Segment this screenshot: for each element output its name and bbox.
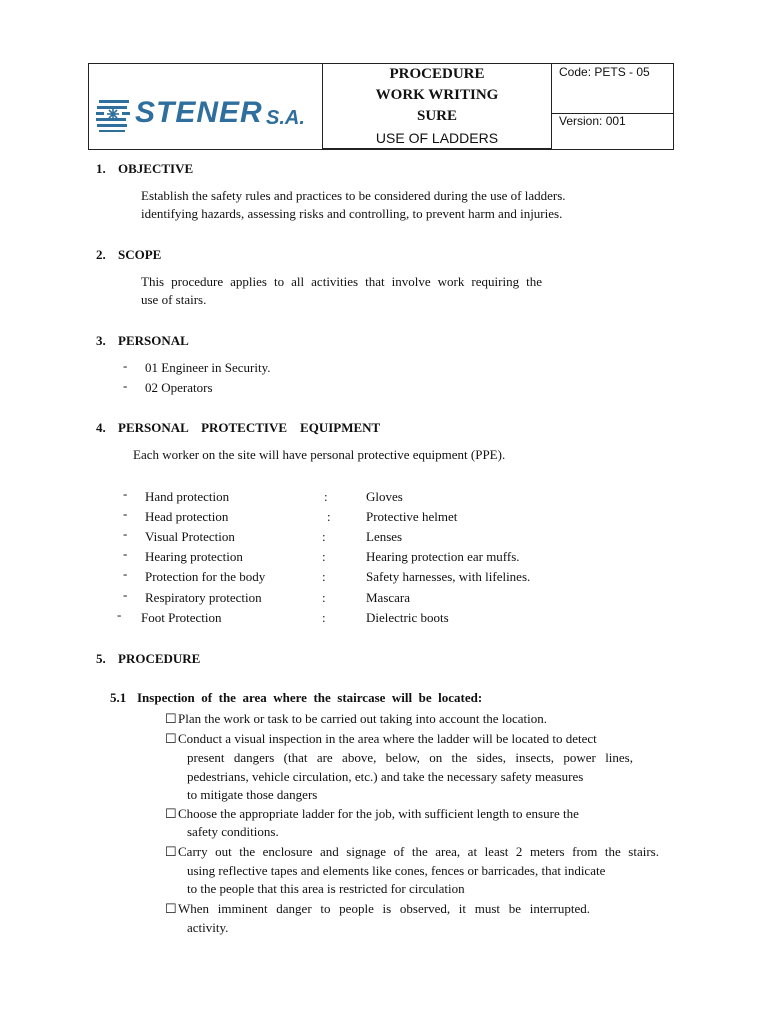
checkbox-bullet-icon: ☐ bbox=[165, 731, 177, 746]
section-title-personal: PERSONAL bbox=[118, 333, 189, 348]
meta-cell bbox=[551, 64, 673, 149]
list-bullet: - bbox=[123, 546, 128, 561]
section-number: 1. bbox=[96, 161, 106, 176]
title-cell bbox=[323, 64, 551, 149]
version-cell bbox=[552, 114, 673, 149]
section-number: 4. bbox=[96, 420, 106, 435]
personnel-item: 01 Engineer in Security. bbox=[145, 360, 271, 375]
logo-suffix: S.A. bbox=[266, 107, 305, 129]
ppe-value: Safety harnesses, with lifelines. bbox=[366, 569, 531, 584]
list-bullet: - bbox=[123, 526, 128, 541]
doc-title-line-3: SURE bbox=[416, 108, 457, 124]
ppe-value: Mascara bbox=[366, 590, 411, 605]
ppe-intro: Each worker on the site will have personal protective equipment (PPE). bbox=[133, 447, 506, 462]
subsection-number: 5.1 bbox=[110, 690, 127, 705]
doc-version: Version: 001 bbox=[559, 114, 626, 128]
subsection-title: Inspection of the area where the staircase will be located: bbox=[137, 690, 483, 705]
ppe-label: Protection for the body bbox=[145, 569, 266, 584]
ppe-label: Head protection bbox=[145, 509, 229, 524]
ppe-value: Lenses bbox=[366, 529, 403, 544]
procedure-step-line: activity. bbox=[187, 920, 229, 935]
list-bullet: - bbox=[123, 506, 128, 521]
ppe-label: Hearing protection bbox=[145, 549, 243, 564]
objective-line: Establish the safety rules and practices to be considered during the use of ladders. bbox=[141, 188, 566, 203]
doc-code: Code: PETS - 05 bbox=[559, 65, 650, 79]
procedure-step-line: Carry out the enclosure and signage of the area, at least 2 meters from the stairs. bbox=[178, 844, 659, 859]
ppe-separator: : bbox=[322, 549, 326, 564]
ppe-value: Protective helmet bbox=[366, 509, 458, 524]
procedure-step-line: to the people that this area is restricted for circulation bbox=[187, 881, 465, 896]
section-number: 3. bbox=[96, 333, 106, 348]
ppe-separator: : bbox=[322, 610, 326, 625]
code-cell bbox=[552, 64, 673, 114]
procedure-step-line: to mitigate those dangers bbox=[187, 787, 318, 802]
ppe-separator: : bbox=[322, 569, 326, 584]
section-title-scope: SCOPE bbox=[118, 247, 162, 262]
ppe-value: Hearing protection ear muffs. bbox=[366, 549, 520, 564]
checkbox-bullet-icon: ☐ bbox=[165, 711, 177, 726]
list-bullet: - bbox=[117, 607, 122, 622]
ppe-value: Gloves bbox=[366, 489, 403, 504]
ppe-separator: : bbox=[324, 489, 328, 504]
ppe-separator: : bbox=[322, 529, 326, 544]
list-bullet: - bbox=[123, 486, 128, 501]
checkbox-bullet-icon: ☐ bbox=[165, 806, 177, 821]
scope-line: use of stairs. bbox=[141, 292, 207, 307]
procedure-step-line: safety conditions. bbox=[187, 824, 279, 839]
ppe-separator: : bbox=[322, 590, 326, 605]
procedure-step-line: using reflective tapes and elements like cones, fences or barricades, that indicate bbox=[187, 863, 606, 878]
list-bullet: - bbox=[123, 566, 128, 581]
list-bullet: - bbox=[123, 378, 128, 393]
procedure-step-line: present dangers (that are above, below, on the sides, insects, power lines, bbox=[187, 750, 633, 765]
ppe-value: Dielectric boots bbox=[366, 610, 449, 625]
doc-subtitle: USE OF LADDERS bbox=[375, 130, 499, 146]
section-number: 2. bbox=[96, 247, 106, 262]
doc-title-line-2: WORK WRITING bbox=[375, 87, 499, 103]
procedure-step-line: Plan the work or task to be carried out taking into account the location. bbox=[178, 711, 547, 726]
personnel-item: 02 Operators bbox=[145, 380, 213, 395]
procedure-step-line: Conduct a visual inspection in the area where the ladder will be located to detect bbox=[178, 731, 597, 746]
ppe-separator: : bbox=[327, 509, 331, 524]
list-bullet: - bbox=[123, 587, 128, 602]
document-header bbox=[88, 63, 674, 150]
list-bullet: - bbox=[123, 358, 128, 373]
procedure-step-line: pedestrians, vehicle circulation, etc.) and take the necessary safety measures bbox=[187, 769, 584, 784]
procedure-step-line: When imminent danger to people is observed, it must be interrupted. bbox=[178, 901, 590, 916]
stener-logo-icon bbox=[95, 97, 131, 133]
checkbox-bullet-icon: ☐ bbox=[165, 901, 177, 916]
scope-line: This procedure applies to all activities that involve work requiring the bbox=[141, 274, 542, 289]
section-title-objective: OBJECTIVE bbox=[118, 161, 194, 176]
ppe-label: Hand protection bbox=[145, 489, 230, 504]
objective-line: identifying hazards, assessing risks and controlling, to prevent harm and injuries. bbox=[141, 206, 563, 221]
section-title-ppe: PERSONAL PROTECTIVE EQUIPMENT bbox=[118, 420, 381, 435]
doc-title-line-1: PROCEDURE bbox=[389, 66, 485, 82]
logo-wordmark: STENER bbox=[135, 96, 263, 129]
ppe-label: Respiratory protection bbox=[145, 590, 262, 605]
procedure-step-line: Choose the appropriate ladder for the job, with sufficient length to ensure the bbox=[178, 806, 579, 821]
ppe-label: Foot Protection bbox=[141, 610, 222, 625]
logo-cell bbox=[89, 64, 323, 149]
checkbox-bullet-icon: ☐ bbox=[165, 844, 177, 859]
section-number: 5. bbox=[96, 651, 106, 666]
ppe-label: Visual Protection bbox=[145, 529, 235, 544]
section-title-procedure: PROCEDURE bbox=[118, 651, 201, 666]
